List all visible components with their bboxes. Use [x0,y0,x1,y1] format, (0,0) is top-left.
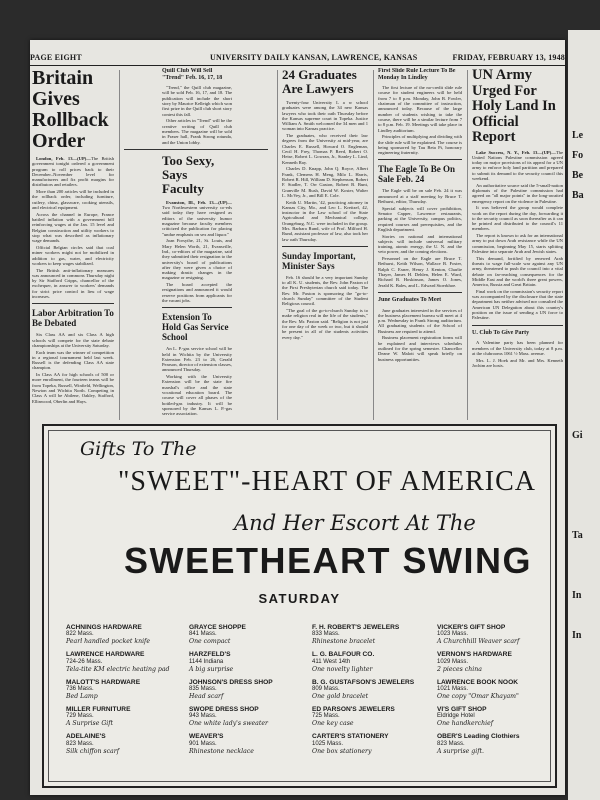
divider [124,149,268,150]
store-name: CARTER'S STATIONERY [312,733,389,741]
ad-store-column-2 [189,624,307,761]
store-gift: A Churchhill Weaver scarf [437,638,520,646]
june-para-2: Business placement registration forms will be explained and interviews schedules outlined for the spring semester. Chancellor Deane W. Malott will speak briefly on business opportunities. [378,335,462,362]
eagle-para-3: Stories on national and international subjects will include universal military training, atomic energy, the U. N. and the veto power, and the coming elections. [378,233,462,255]
store-entry [437,706,555,728]
newspaper-page [30,40,565,795]
edge-fragment: Fo [572,150,584,161]
store-address: 725 Mass. [312,713,340,720]
store-entry [312,733,430,755]
slide-para-1: The first lecture of the no-credit slide rule course for student engineers will be held from 7 to 8 p.m. Monday, John B. Fowler, chairman of the committee of instruction, announced today. Because of the large number of students wishing to take the course, there will be a similar lecture from 7 to 8 p.m. Feb. 19. Meetings will take place in Lindley auditorium. [378,85,462,133]
store-name: VICKER'S GIFT SHOP [437,624,506,631]
column-2 [124,68,268,420]
store-address: 1021 Mass. [437,686,469,693]
un-para-1-text: The United Nations Palestine commission agreed today on major provisions of its appeal for a UN army to enforce holy land partition and prepared to submit its demand to the security council this weekend. [472,149,563,181]
sunday-para-2: "The goal of the go-to-church Sunday is to make religion real in the life of the students," the Rev. Mr. Paxton said. "Religion is not just for one day of the week or two, but it should be present in all of the students activities every day." [282,308,368,340]
column-5 [472,68,563,420]
store-entry [437,624,555,646]
store-entry [437,651,555,673]
store-gift: A surprise gift. [437,747,484,755]
eagle-headline: The Eagle To Be On Sale Feb. 24 [378,164,456,185]
store-entry [66,706,184,728]
ad-day: SATURDAY [258,591,341,606]
store-name: LAWRENCE BOOK NOOK [437,678,518,686]
store-address: 833 Mass. [312,631,340,638]
store-name: ADELAINE'S [66,733,106,741]
britain-dateline: London, Feb. 13—(UP)— [36,156,91,161]
column-4 [378,68,462,420]
store-gift: One white lady's sweater [189,720,268,728]
sweetheart-swing-ad [42,424,557,788]
un-para-6: Final work on the commission's security report was accompanied by the disclosure that the state department has neither advised nor consulted the American UN Delegation about this country's position on the issue of sending a UN force to Palestine. [472,288,563,321]
store-gift: One copy "Omar Khayam" [437,693,519,701]
store-address: 724-26 Mass. [66,658,103,665]
graduates-para-1: Twenty-four University L a w school graduates were among the 34 new Kansas lawyers who took their oath Thursday before the Kansas supreme court in Topeka. Justice William A. Smith welcomed the 34 men and 1 woman into Kansas practice. [282,100,368,132]
column-rule [467,70,468,420]
store-address: 1025 Mass. [312,740,344,747]
store-gift: 2 pieces china [437,665,482,673]
store-name: F. H. ROBERT'S JEWELERS [312,624,400,631]
quill-para-2: Other articles in "Trend" will be the creative writing of Quill club members. The magazine will be sold in Fraser hall, Frank Strong rotunda, and the Union lobby. [162,118,232,145]
club-para-2: Mrs. L. J. Hoek and Mr. and Mrs. Kenneth Jochim are hosts. [472,357,563,368]
sexy-dateline: Evanston, Ill., Feb. 13—(UP)— [166,199,232,205]
quill-para-1: "Trend," the Quill club magazine, will be sold Feb. 16, 17, and 18. The publication will include the short story by Maurice Kelleigh which won first prize in the Quill club short story contest this fall. [162,85,232,117]
britain-para-1-text: The British government tonight ordered a government program to roll prices back to their December–November level for manufacturers and fix profit margins for distributors and retailers. [32,156,114,188]
column-1 [32,68,114,420]
store-name: MALOTT'S HARDWARE [66,678,141,686]
store-gift: Silk chiffon scarf [66,747,119,755]
sunday-para-1: Feb. 16 should be a very important Sunday to all K. U. students, the Rev. John Paxton of the First Presbyterian church said today. The Rev. Mr. Paxton is sponsoring the "go-to-church Sunday" committee of the Student Religious council. [282,274,368,307]
britain-para-5: The British anti-inflationary measures was announced in commons Thursday night by Sir Stafford Cripps, chancellor of the exchequer, in answer to workers' demands for strict price control in lieu of wage increases. [32,267,114,299]
store-entry [437,733,555,755]
page-number: PAGE EIGHT [30,53,82,62]
store-name: VERNON'S HARDWARE [437,651,512,659]
sexy-headline: Too Sexy, Says Faculty [162,152,215,196]
store-entry [312,679,430,701]
store-gift: Pearl handled pocket knife [66,638,151,646]
divider [32,303,114,304]
store-gift: One key case [312,720,354,728]
store-entry [312,624,430,646]
store-address: Eldridge Hotel [437,713,475,720]
ad-event-title: SWEETHEART SWING [124,540,532,581]
store-entry [66,679,184,701]
store-address: 1029 Mass. [437,658,469,665]
graduates-headline: 24 Graduates Are Lawyers [282,68,357,96]
ad-store-column-3 [312,624,430,761]
un-para-5: This demand, fortified by renewed Arab threats to wage full-scale war against any UN army, threatened to push the council into a vital debate on far-reaching consequences for the Middle East and the world's three great powers, America, Russia and Great Britain. [472,255,563,288]
column-rule [373,70,374,420]
store-entry [66,651,184,673]
store-address: 1144 Indiana [189,658,224,665]
store-address: 943 Mass. [189,713,217,720]
store-name: GRAYCE SHOPPE [189,624,246,631]
britain-para-1 [32,156,114,188]
store-address: 823 Mass. [66,740,94,747]
un-para-3: It was believed the group would complete work on the report during the day, forwarding it to the security council as soon thereafter as it can be printed and distributed to the council's 11 members. [472,205,563,232]
un-dateline: Lake Success, N. Y., Feb. 13—(UP)— [476,149,556,155]
ad-store-column-1 [66,624,184,761]
extension-para-1: An L. P.-gas service school will be held in Wichita by the University Extension Feb. 23 to 26, Gerald Pearson, director of extension classes, announced Thursday. [162,346,232,373]
slide-para-2: Principles of multiplying and dividing with the slide rule will be explained. The course is being sponsored by Tau Beta Pi, honorary engineering fraternity. [378,134,462,156]
store-gift: One handkerchief [437,720,494,728]
store-address: 823 Mass. [437,740,465,747]
sunday-headline: Sunday Important, Minister Says [282,250,356,271]
store-name: VI'S GIFT SHOP [437,705,487,713]
edge-fragment: Ba [572,190,584,201]
ad-gifts-line: Gifts To The [80,438,197,460]
store-gift: Tela-tite KM electric heating pad [66,665,170,673]
store-entry [189,706,307,728]
labor-para-2: Each team was the winner of competition in a regional tournament held last week. Russell is the defending Class AA state champion. [32,349,114,371]
store-entry [189,733,307,755]
divider [378,292,462,293]
edge-fragment: In [572,590,582,601]
store-entry [437,679,555,701]
edge-fragment: Gi [572,430,583,441]
store-entry [312,706,430,728]
adjacent-page-edge [568,30,600,800]
edge-fragment: Be [572,170,584,181]
column-rule [277,70,278,420]
store-gift: One compact [189,638,231,646]
un-para-1 [472,150,563,182]
store-name: SWOPE DRESS SHOP [189,705,259,713]
store-entry [189,651,307,673]
store-address: 736 Mass. [66,686,94,693]
edge-fragment: Ta [572,530,583,541]
sexy-para-2: Joan Forsythe, 21, St. Louis, and Mary Helen Worth, 21, Evansville, Ind., co-editors of the magazine, said they submitted their resignation to the university's board of publications after they were given a choice of making drastic changes in the magazine or resigning. [162,238,232,281]
divider [162,307,232,308]
store-name: WEAVER'S [189,733,224,741]
store-address: 809 Mass. [312,686,340,693]
un-headline: UN Army Urged For Holy Land In Official Report [472,68,556,145]
extension-headline: Extension To Hold Gas Service School [162,312,229,343]
column-rule [119,70,120,420]
store-entry [189,679,307,701]
un-para-4: The report is known to ask for an international army to put down Arab resistance while the UN commission, beginning May 15, starts splitting Palestine into separate Arab and Jewish states. [472,233,563,255]
store-gift: Bed Lamp [66,693,98,701]
sexy-para-3: The board accepted the resignations and announced it would reserve positions from applicants for the vacant jobs. [162,282,232,303]
store-name: JOHNSON'S DRESS SHOP [189,678,273,686]
graduates-para-2: The graduates, who received their law degrees from the University at mid-year, are Charles E. Russell, Howard O. Engleman, Cecil H. Frey, Thomas P. Reed, Robert O. Heise, Robert L. Gowran, Jr., Stanley L. Lind, Kenneth Ray. [282,133,368,165]
edge-fragment: Le [572,130,584,141]
store-name: LAWRENCE HARDWARE [66,651,145,659]
labor-para-3: In Class AA for high schools of 500 or more enrollment, the fourteen teams will be from Topeka, Russell, Winfield, Wellington, Newton and Wichita North. Competing in Class A will be Abilene, Oakley, Stafford, Ellinwood, Oberlin and Hays. [32,372,114,404]
eagle-para-4: Personnel on the Eagle are Bruce T. Bethurst, Keith Wilson, Wallace B. Foster, Ralph C. Exner, Henry J. Kenton, Charlie Thayer, James H. Dehlen, Helen E. Ward, Richard B. Hoskinson, James O. Jones, Jerald K. Bales, and L. Edward Stoerkhoe. [378,256,462,288]
store-gift: One novelty lighter [312,665,373,673]
store-name: B. G. GUSTAFSON'S JEWELERS [312,678,415,686]
store-entry [66,733,184,755]
club-para-1: A Valentine party has been planned for members of the University club, today at 8 p.m. at the clubrooms 1061 ½ Mass. avenue. [472,340,563,356]
issue-date: FRIDAY, FEBRUARY 13, 1948 [452,53,565,62]
folio-line [30,53,565,66]
store-address: 411 West 14th [312,658,351,665]
store-gift: Rhinestone bracelet [312,638,376,646]
store-address: 841 Mass. [189,631,217,638]
un-para-2: An authoritative source said the 5-small-nation diplomats of the Palestine commission had agreed on "all major points" in the long-awaited emergency report on the violence in Palestine. [472,182,563,204]
store-address: 835 Mass. [189,686,217,693]
eagle-para-2: Special subjects will cover prohibition, Senator Capper, Lawrence restaurants, parking at the University, campus politics, required courses and prerequisites, and the English department. [378,205,462,232]
slide-headline: First Slide Rule Lecture To Be Monday In Lindley [378,68,456,81]
store-gift: Head scarf [189,693,224,701]
store-name: HARZFELD'S [189,651,231,659]
ad-escort-line: And Her Escort At The [234,511,476,535]
club-headline: U. Club To Give Party [472,329,530,336]
eagle-para-1: The Eagle will be on sale Feb. 24 it was announced at a staff meeting by Bruce T. Bethurst, editor, Thursday. [378,188,462,205]
store-name: ED PARSON'S JEWELERS [312,705,395,713]
ad-heart-line: "SWEET"-HEART OF AMERICA [118,466,536,497]
store-gift: A Surprise Gift [66,720,114,728]
sexy-para-1 [162,200,232,237]
britain-para-4: Official Belgian circles said that coal miner workers might not be mobilized in addition to gas, water, and electricity workers to keep wages stabilized. [32,244,114,266]
june-para-1: June graduates interested in the services of the business placement bureau will meet at 4 p.m. Wednesday in Frank Strong auditorium. All graduating students of the School of Business are required to attend. [378,307,462,334]
britain-para-2: More than 200 articles will be included in the rollback order, including furniture, cutlery, china, glassware, cooking utensils, and electrical equipment. [32,189,114,211]
sexy-article [162,154,232,417]
store-address: 729 Mass. [66,713,94,720]
britain-para-3: Across the channel in Europe, France battled inflation with a government bill reinforcing wages at the Jan. 15 level and Belgian construction and utility workers to stop what was described as inflationary wage demands. [32,211,114,244]
store-name: MILLER FURNITURE [66,705,131,713]
store-gift: Rhinestone necklace [189,747,254,755]
graduates-para-3: Charles D. Knapp, John Q. Royce, Albert Frank, Clemens H. Meng, Milo L. Harris, Robert R. Hill, William D. Stephenson, Robert F. Stadler, T. Orr Gaston, Robert B. Bunt, Granville M. Rush, David W. Koster, Walter L. McVey, Jr., and Bill E. Cole. [282,166,368,198]
labor-para-1: Six Class AA and six Class A high schools will compete for the state debate championships at the University Saturday. [32,332,114,348]
column-3 [282,68,368,420]
sexy-para-1-text: Two Northwestern university co-eds said today they have resigned as editors of the university humor magazine because faculty members criticized the publication for placing "undue emphasis on sex and liquor." [162,205,232,237]
store-entry [66,624,184,646]
store-gift: A big surprise [189,665,234,673]
labor-headline: Labor Arbitration To Be Debated [32,308,114,329]
store-name: OBER'S Leading Clothiers [437,733,520,741]
britain-headline: Britain Gives Rollback Order [32,68,109,152]
june-headline: June Graduates To Meet [378,296,442,303]
extension-para-2: Working with the University Extension will be the state fire marshal's office and the state vocational education board. The course will cover all phases of the bottled-gas industry. It will be sponsored by the Kansas L. P.-gas service association. [162,374,232,417]
store-name: L. G. BALFOUR CO. [312,651,375,659]
edge-fragment: In [572,630,582,641]
quill-headline: Quill Club Will Sell "Trend" Feb. 16, 17, 18 [162,68,223,81]
store-address: 901 Mass. [189,740,217,747]
store-entry [189,624,307,646]
store-address: 1023 Mass. [437,631,469,638]
graduates-para-4: Keith U. Martin, '42, practicing attorney in Kansas City, Mo., and Leo L. Kreitzel, 42, instructor in the Law school of the State Agricultural and Mechanical college, Orangeburg, N.C. were included in the group. Mrs. Barbara Rund, wife of Prof. Milford H. Rund, assistant professor of law, also took her law oath Thursday. [282,199,368,242]
quill-article [162,68,232,145]
divider [378,159,462,160]
divider [282,246,368,247]
store-gift: One gold bracelet [312,693,369,701]
store-address: 822 Mass. [66,631,94,638]
store-name: ACHNINGS HARDWARE [66,624,142,631]
store-gift: One box stationery [312,747,372,755]
ad-store-column-4 [437,624,555,761]
divider [472,325,563,326]
store-entry [312,651,430,673]
masthead-line: UNIVERSITY DAILY KANSAN, LAWRENCE, KANSAS [210,53,418,62]
